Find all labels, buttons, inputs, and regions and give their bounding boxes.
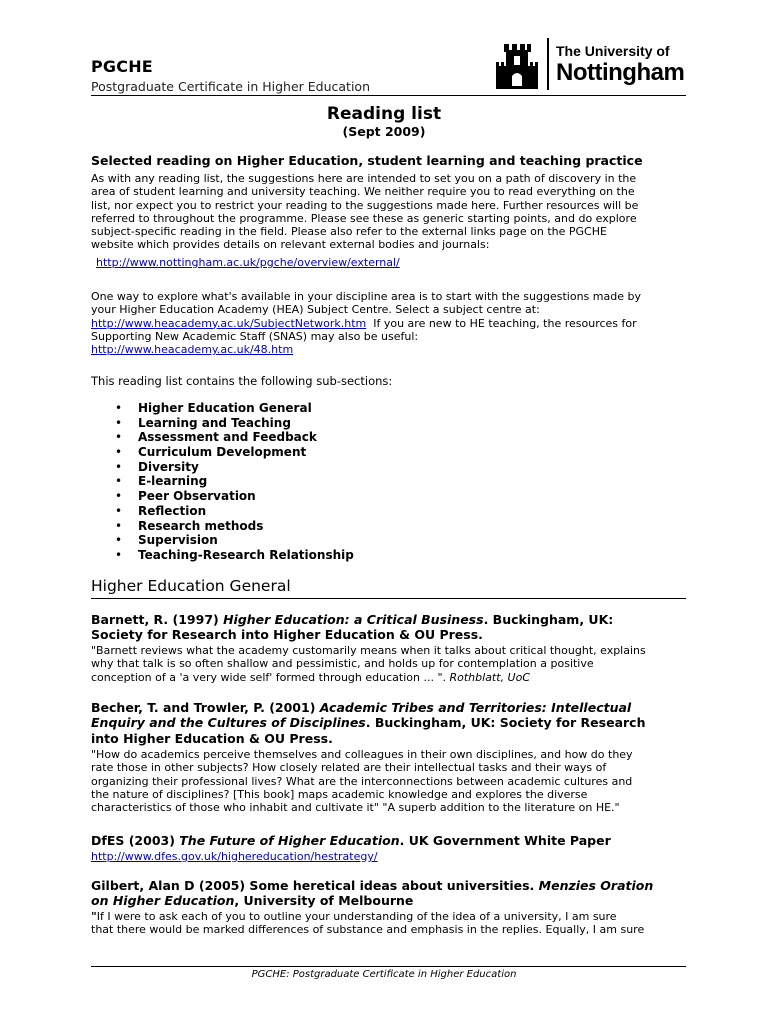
ref-publisher: . UK Government White Paper (399, 833, 611, 848)
intro-line: area of student learning and university teaching. We neither require you to read everything on the (91, 185, 635, 199)
intro-heading: Selected reading on Higher Education, student learning and teaching practice (91, 153, 643, 168)
ref-desc-line: If I were to ask each of you to outline your understanding of the idea of a university, I am sure (96, 910, 617, 923)
ref-desc-line: that there would be marked differences of substance and emphasis in the replies. Equally, I am sure (91, 923, 645, 937)
section-rule (91, 598, 686, 599)
list-item (115, 416, 354, 431)
list-item-label: Curriculum Development (138, 445, 307, 460)
ref-desc-line: "Barnett reviews what the academy customarily means when it talks about critical thought, explains (91, 644, 646, 657)
ref-author: Gilbert, Alan D (2005) Some heretical ideas about universities. (91, 878, 539, 893)
hea-line-rest: If you are new to HE teaching, the resources for (366, 316, 637, 330)
bullet: • (115, 430, 123, 445)
reference-description (91, 910, 644, 937)
subject-network-link[interactable]: http://www.heacademy.ac.uk/SubjectNetwork.htm (91, 316, 367, 330)
logo-text-line1: The University of (556, 43, 670, 59)
university-logo (494, 38, 686, 90)
intro-line: website which provides details on relevant external bodies and journals: (91, 238, 490, 252)
reference-description (91, 748, 633, 814)
castle-tower-icon (496, 40, 538, 90)
page-title: Reading list (326, 104, 442, 124)
ref-author: Barnett, R. (1997) (91, 612, 224, 627)
list-item-label: Supervision (138, 533, 218, 548)
ref-desc-line: conception of a 'a very wide self' formed through education ... ". (91, 670, 450, 684)
page-date: (Sept 2009) (342, 124, 426, 139)
list-item (115, 548, 354, 563)
bullet: • (115, 533, 123, 548)
list-item (115, 401, 354, 416)
list-item-label: Reflection (138, 503, 207, 518)
reference-description (91, 644, 646, 684)
reference-heading (91, 700, 646, 746)
list-item-label: E-learning (138, 474, 208, 489)
list-item (115, 430, 354, 445)
ref-publisher: Society for Research into Higher Education & OU Press. (91, 627, 483, 643)
reference-heading (91, 878, 653, 909)
bullet: • (115, 503, 123, 518)
header-subtitle: Postgraduate Certificate in Higher Education (91, 79, 371, 94)
page-footer: PGCHE: Postgraduate Certificate in Higher Education (251, 969, 517, 980)
intro-line: subject-specific reading in the field. Please also refer to the external links page on the PGCHE (91, 225, 607, 239)
header-title: PGCHE (91, 57, 153, 76)
bullet: • (115, 489, 123, 504)
subsections-intro: This reading list contains the following sub-sections: (91, 374, 393, 388)
intro-line: As with any reading list, the suggestions here are intended to set you on a path of discovery in the (91, 172, 637, 185)
ref-author: Becher, T. and Trowler, P. (2001) (91, 700, 320, 715)
logo-divider (547, 38, 549, 90)
ref-quote-mark: " (91, 910, 97, 923)
bullet: • (115, 415, 123, 430)
list-item-label: Diversity (138, 459, 199, 474)
ref-title: The Future of Higher Education (179, 833, 400, 848)
section-heading: Higher Education General (91, 577, 291, 595)
ref-desc-line: characteristics of those who inhabit and cultivate it" "A superb addition to the literature on HE." (91, 801, 620, 815)
ref-publisher: , University of Melbourne (234, 893, 414, 909)
logo-text-line2: Nottingham (556, 59, 685, 86)
subsection-list (115, 401, 354, 563)
list-item (115, 533, 354, 548)
reference-heading (91, 612, 613, 643)
bullet: • (115, 445, 123, 460)
ref-desc-line: "How do academics perceive themselves and colleagues in their own disciplines, and how do they (91, 748, 633, 761)
external-links-link[interactable]: http://www.nottingham.ac.uk/pgche/overview/external/ (96, 256, 400, 269)
dfes-link[interactable]: http://www.dfes.gov.uk/highereducation/hestrategy/ (91, 850, 378, 863)
list-item (115, 489, 354, 504)
hea-line: Supporting New Academic Staff (SNAS) may also be useful: (91, 329, 419, 343)
bullet: • (115, 459, 123, 474)
ref-title: Academic Tribes and Territories: Intellectual (319, 700, 632, 715)
list-item (115, 504, 354, 519)
ref-title: Higher Education: a Critical Business (223, 612, 484, 627)
ref-desc-line: the nature of disciplines? [This book] maps academic knowledge and explores the diverse (91, 787, 588, 801)
list-item (115, 460, 354, 475)
list-item-label: Higher Education General (138, 401, 312, 415)
ref-author: DfES (2003) (91, 833, 180, 848)
footer-rule (91, 966, 686, 967)
hea-line: One way to explore what's available in your discipline area is to start with the suggestions made by (91, 290, 641, 303)
list-item (115, 445, 354, 460)
bullet: • (115, 401, 123, 415)
intro-line: referred to throughout the programme. Please see these as generic starting points, and do explore (91, 211, 637, 225)
ref-desc-line: why that talk is so often shallow and pessimistic, and holds up for contemplation a positive (91, 657, 594, 671)
list-item (115, 519, 354, 534)
bullet: • (115, 518, 123, 533)
ref-desc-line: organizing their professional lives? What are the interconnections between academic cultures and (91, 774, 633, 788)
intro-paragraph (91, 172, 638, 252)
list-item-label: Teaching-Research Relationship (138, 547, 354, 562)
ref-attribution: Rothblatt, UoC (449, 670, 531, 684)
bullet: • (115, 474, 123, 489)
list-item-label: Learning and Teaching (138, 415, 291, 430)
header-rule (91, 95, 686, 96)
hea-paragraph (91, 290, 641, 356)
snas-link[interactable]: http://www.heacademy.ac.uk/48.htm (91, 343, 294, 357)
ref-title: Menzies Oration (538, 878, 654, 893)
bullet: • (115, 547, 123, 562)
ref-title: on Higher Education (91, 893, 235, 909)
ref-publisher: . Buckingham, UK: (483, 612, 614, 627)
ref-title: Enquiry and the Cultures of Disciplines (91, 715, 366, 731)
ref-desc-line: rate those in other subjects? How closely related are their intellectual tasks and their ways of (91, 761, 607, 775)
hea-line: your Higher Education Academy (HEA) Subject Centre. Select a subject centre at: (91, 303, 540, 317)
list-item-label: Peer Observation (138, 489, 256, 504)
ref-publisher: into Higher Education & OU Press. (91, 730, 333, 746)
ref-publisher: . Buckingham, UK: Society for Research (365, 715, 646, 731)
hea-line (91, 317, 641, 330)
intro-line: list, nor expect you to restrict your reading to the suggestions made here. Further resources will be (91, 198, 639, 212)
list-item-label: Research methods (138, 518, 264, 533)
list-item (115, 474, 354, 489)
list-item-label: Assessment and Feedback (138, 430, 317, 445)
reference-heading (91, 833, 611, 848)
